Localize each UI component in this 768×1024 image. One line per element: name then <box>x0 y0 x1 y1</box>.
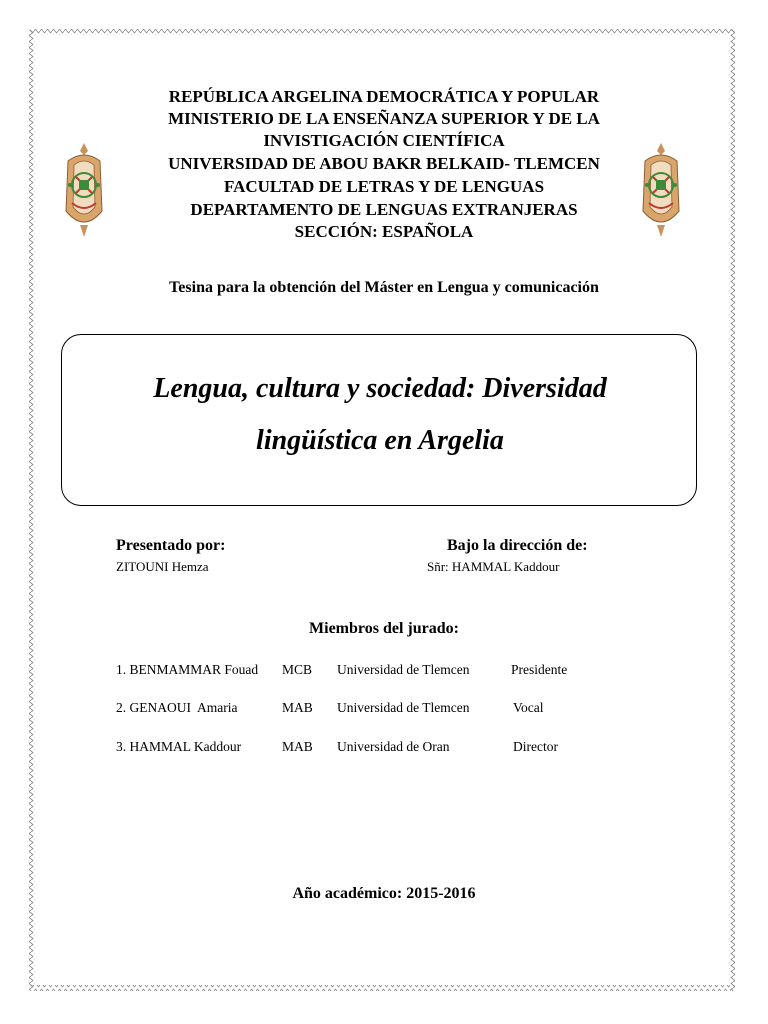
jury-title: Miembros del jurado: <box>309 620 459 637</box>
jury-member-role: Presidente <box>511 662 568 677</box>
jury-member-role: Director <box>513 739 558 754</box>
jury-member-institution: Universidad de Tlemcen <box>337 700 470 715</box>
jury-member-name: 2. GENAOUI Amaria <box>116 700 238 715</box>
direction-name: Sñr: HAMMAL Kaddour <box>427 559 560 574</box>
header-line-faculty: FACULTAD DE LETRAS Y DE LENGUAS <box>223 177 545 196</box>
thesis-subtitle: Tesina para la obtención del Máster en Lengua y comunicación <box>169 279 599 296</box>
direction-label: Bajo la dirección de: <box>447 537 588 554</box>
jury-member-institution: Universidad de Oran <box>337 739 450 754</box>
header-line-university: UNIVERSIDAD DE ABOU BAKR BELKAID- TLEMCEN <box>168 154 600 173</box>
header-line-department: DEPARTAMENTO DE LENGUAS EXTRANJERAS <box>190 200 578 219</box>
header-line-republic: REPÚBLICA ARGELINA DEMOCRÁTICA Y POPULAR <box>168 87 600 106</box>
presented-by-name: ZITOUNI Hemza <box>116 559 209 574</box>
university-emblem-icon <box>637 141 685 241</box>
jury-member-institution: Universidad de Tlemcen <box>337 662 470 677</box>
presented-by-label: Presentado por: <box>116 537 226 554</box>
header-line-research: INVISTIGACIÓN CIENTÍFICA <box>263 131 505 150</box>
thesis-title-line-2: lingüística en Argelia <box>256 425 504 456</box>
jury-member-role: Vocal <box>513 700 544 715</box>
jury-member-grade: MCB <box>282 662 313 677</box>
header-line-section: SECCIÓN: ESPAÑOLA <box>294 222 474 241</box>
jury-member-name: 1. BENMAMMAR Fouad <box>116 662 259 677</box>
thesis-title-line-1: Lengua, cultura y sociedad: Diversidad <box>153 373 607 404</box>
thesis-title-box <box>61 334 697 506</box>
jury-member-grade: MAB <box>282 739 313 754</box>
header-line-ministry: MINISTERIO DE LA ENSEÑANZA SUPERIOR Y DE LA <box>168 109 600 128</box>
university-emblem-icon <box>60 141 108 241</box>
jury-member-name: 3. HAMMAL Kaddour <box>116 739 242 754</box>
jury-member-grade: MAB <box>282 700 313 715</box>
academic-year: Año académico: 2015-2016 <box>292 885 476 902</box>
